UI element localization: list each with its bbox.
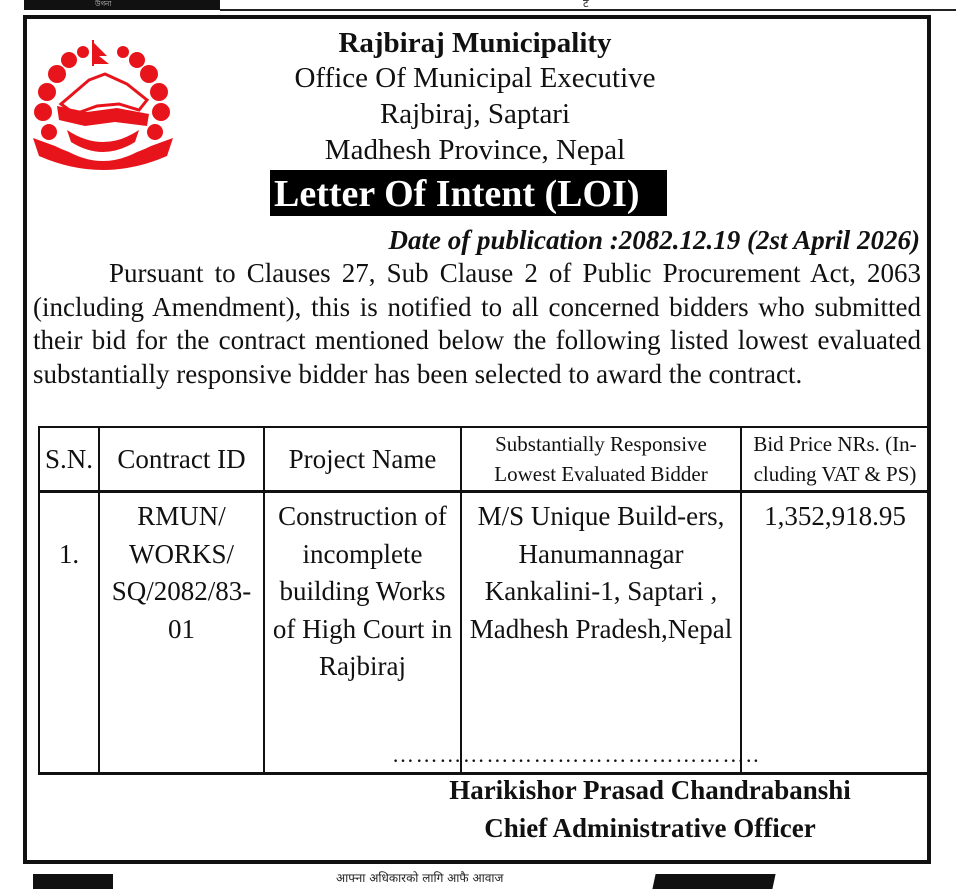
masthead-mark: ट — [583, 0, 589, 10]
column-header-bidder: Substantially Responsive Lowest Evaluated Bidder — [461, 427, 741, 492]
column-header-project-name: Project Name — [264, 427, 461, 492]
notice-paragraph-text: Pursuant to Clauses 27, Sub Clause 2 of Public Procurement Act, 2063 (including Amendment), this is notified to all concerned bidders who submitted their bid for the contract mentioned below the following listed lowest evaluated substantially responsive bidder has been selected to award the contract. — [33, 258, 921, 389]
column-header-bid-price: Bid Price NRs. (In-cluding VAT & PS) — [741, 427, 929, 492]
loi-table — [38, 426, 930, 775]
column-header-sn: S.N. — [39, 427, 99, 492]
cell-bid-price: 1,352,918.95 — [741, 492, 929, 774]
cell-project-name: Construction of incomplete building Works of High Court in Rajbiraj — [264, 492, 461, 774]
masthead-banner — [24, 0, 220, 10]
signature-line: ……………………………………….. — [392, 742, 761, 767]
cell-bidder: M/S Unique Build-ers, Hanumannagar Kankalini-1, Saptari , Madhesh Pradesh,Nepal — [461, 492, 741, 774]
document-title: Letter Of Intent (LOI) — [270, 170, 667, 216]
nepal-emblem-icon — [27, 34, 179, 176]
publication-date: Date of publication :2082.12.19 (2st April 2026) — [388, 225, 920, 255]
footer-masthead-right — [652, 874, 775, 889]
signer-name: Harikishor Prasad Chandrabanshi — [449, 775, 851, 805]
cell-sn: 1. — [39, 492, 99, 774]
office-name: Office Of Municipal Executive — [294, 62, 656, 94]
footer-tagline: आफ्ना अधिकारको लागि आफै आवाज — [336, 871, 504, 885]
signer-title: Chief Administrative Officer — [484, 813, 816, 843]
column-header-contract-id: Contract ID — [99, 427, 264, 492]
masthead-fragment: উগনা — [95, 0, 112, 8]
footer-masthead-left — [33, 874, 113, 889]
cell-contract-id: RMUN/ WORKS/ SQ/2082/83-01 — [99, 492, 264, 774]
office-location: Rajbiraj, Saptari — [379, 98, 571, 130]
table-row — [39, 492, 929, 774]
office-province: Madhesh Province, Nepal — [324, 134, 626, 166]
notice-paragraph — [33, 257, 921, 391]
org-name: Rajbiraj Municipality — [338, 27, 612, 59]
table-header-row — [39, 427, 929, 492]
